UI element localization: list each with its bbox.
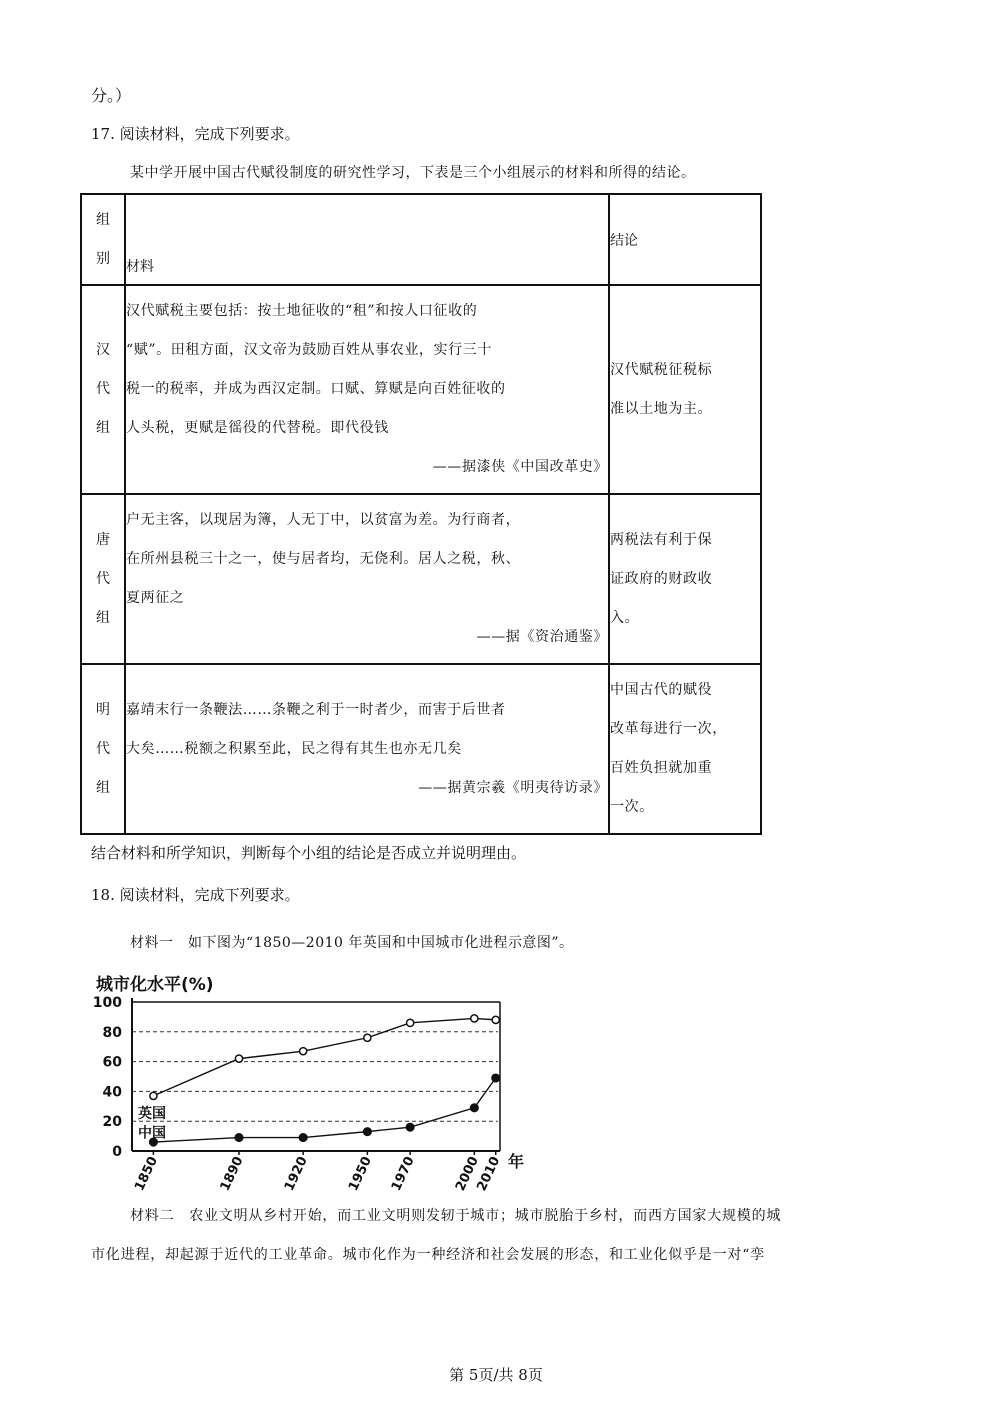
y-tick-label: 100 <box>92 995 122 1011</box>
q18-material2-line2: 市化进程，却起源于近代的工业革命。城市化作为一种经济和社会发展的形态，和工业化似乎是一对“孪 <box>91 1247 765 1263</box>
q18-material1: 材料一 如下图为“1850—2010 年英国和中国城市化进程示意图”。 <box>130 935 574 951</box>
table-row <box>81 664 761 834</box>
header-group-char: 别 <box>96 251 110 267</box>
group-char: 组 <box>96 420 110 436</box>
q17-intro: 某中学开展中国古代赋役制度的研究性学习，下表是三个小组展示的材料和所得的结论。 <box>130 165 696 181</box>
data-point <box>235 1055 242 1062</box>
x-tick-label: 2000 <box>453 1154 482 1194</box>
header-material: 材料 <box>126 259 154 275</box>
table-row <box>81 494 761 664</box>
conclusion-line: 证政府的财政收 <box>610 570 713 587</box>
material-line: 人头税，更赋是徭役的代替税。即代役钱 <box>126 420 389 436</box>
y-tick-label: 20 <box>102 1114 122 1131</box>
material-line: “赋”。田租方面，汉文帝为鼓励百姓从事农业，实行三十 <box>126 342 492 358</box>
material-line: 汉代赋税主要包括：按土地征收的“租”和按人口征收的 <box>126 303 478 319</box>
conclusion-line: 百姓负担就加重 <box>610 760 713 776</box>
conclusion-line: 一次。 <box>610 799 654 815</box>
group-char: 代 <box>96 381 110 397</box>
conclusion-line: 两税法有利于保 <box>610 531 713 548</box>
material-source: ——据漆侠《中国改革史》 <box>432 459 608 475</box>
material-cell <box>125 494 609 664</box>
header-group-char: 组 <box>96 212 110 228</box>
group-char: 代 <box>96 740 110 757</box>
material-line: 嘉靖末行一条鞭法……条鞭之利于一时者少，而害于后世者 <box>126 702 506 718</box>
header-group-cell <box>81 194 125 285</box>
x-tick-label: 1920 <box>281 1154 311 1194</box>
data-point <box>492 1016 499 1023</box>
x-tick-label: 1850 <box>132 1154 162 1194</box>
series-line <box>153 1018 495 1095</box>
header-material-cell <box>125 194 609 285</box>
data-point <box>471 1015 478 1022</box>
group-cell <box>81 494 125 664</box>
y-tick-label: 60 <box>102 1054 122 1071</box>
group-cell <box>81 285 125 494</box>
data-point <box>235 1134 243 1142</box>
table-header-row <box>81 194 761 285</box>
material-line: 户无主客，以现居为簿，人无丁中，以贫富为差。为行商者， <box>126 512 521 528</box>
q17-title: 17. 阅读材料，完成下列要求。 <box>91 125 300 143</box>
material-line: 大矣……税额之积累至此，民之得有其生也亦无几矣 <box>126 741 462 757</box>
urbanization-chart <box>88 972 538 1194</box>
data-point <box>150 1092 157 1099</box>
group-char: 汉 <box>96 342 110 358</box>
data-point <box>364 1034 371 1041</box>
material-line: 在所州县税三十之一，使与居者均，无侥利。居人之税，秋、 <box>126 551 521 567</box>
series-label: 英国 <box>138 1106 166 1123</box>
x-tick-label: 1950 <box>346 1154 375 1194</box>
conclusion-cell <box>609 494 761 664</box>
conclusion-line: 入。 <box>610 609 640 626</box>
page-footer: 第 5页/共 8页 <box>449 1366 543 1384</box>
conclusion-cell <box>609 285 761 494</box>
group-char: 唐 <box>96 531 110 548</box>
data-point <box>364 1128 372 1136</box>
material-source: ——据《资治通鉴》 <box>476 629 608 645</box>
data-point <box>299 1134 307 1142</box>
tax-table <box>80 193 762 835</box>
y-tick-label: 80 <box>102 1024 122 1041</box>
material-cell <box>125 285 609 494</box>
data-point <box>300 1048 307 1055</box>
conclusion-line: 汉代赋税征税标 <box>610 361 713 378</box>
y-tick-label: 40 <box>102 1084 122 1101</box>
x-axis-label: 年 <box>508 1152 525 1171</box>
x-tick-label: 2010 <box>474 1154 504 1194</box>
header-conclusion: 结论 <box>610 232 638 249</box>
data-point <box>471 1104 479 1112</box>
group-char: 代 <box>96 570 110 587</box>
conclusion-line: 中国古代的赋役 <box>610 682 713 698</box>
group-char: 组 <box>96 779 110 796</box>
material-source: ——据黄宗羲《明夷待访录》 <box>418 780 608 796</box>
header-conclusion-cell <box>609 194 761 285</box>
material-line: 夏两征之 <box>126 590 185 606</box>
data-point <box>407 1019 414 1026</box>
data-point <box>406 1123 414 1131</box>
chart-title: 城市化水平(%) <box>96 975 214 995</box>
table-row <box>81 285 761 494</box>
q18-title: 18. 阅读材料，完成下列要求。 <box>91 886 300 904</box>
data-point <box>492 1074 500 1082</box>
conclusion-cell <box>609 664 761 834</box>
series-label: 中国 <box>138 1125 166 1142</box>
group-char: 组 <box>96 609 110 626</box>
q17-question: 结合材料和所学知识，判断每个小组的结论是否成立并说明理由。 <box>91 844 527 862</box>
material-line: 税一的税率，并成为西汉定制。口赋、算赋是向百姓征收的 <box>126 381 506 397</box>
y-tick-label: 0 <box>112 1144 122 1160</box>
top-fragment: 分。） <box>91 86 132 105</box>
group-cell <box>81 664 125 834</box>
material-cell <box>125 664 609 834</box>
q18-material2-line1: 材料二 农业文明从乡村开始，而工业文明则发轫于城市；城市脱胎于乡村，而西方国家大规模的城 <box>130 1208 782 1224</box>
x-tick-label: 1890 <box>217 1154 247 1194</box>
conclusion-line: 准以土地为主。 <box>610 400 713 417</box>
series-line <box>153 1078 495 1142</box>
conclusion-line: 改革每进行一次， <box>610 721 727 737</box>
x-tick-label: 1970 <box>388 1154 418 1194</box>
group-char: 明 <box>96 701 110 718</box>
